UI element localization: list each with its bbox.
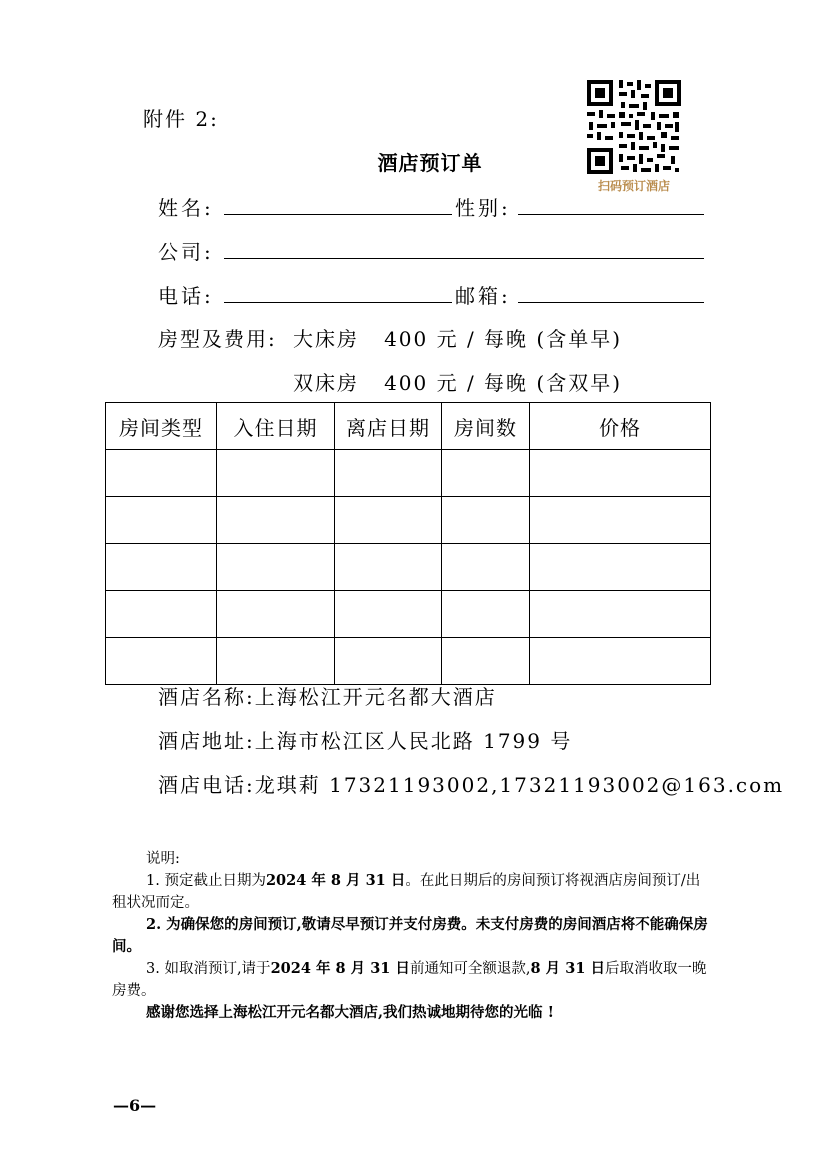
- table-cell[interactable]: [217, 544, 335, 591]
- phone-field[interactable]: [224, 302, 452, 303]
- table-cell[interactable]: [335, 544, 442, 591]
- table-row: [106, 497, 711, 544]
- col-price: 价格: [530, 403, 711, 450]
- note-3: [112, 958, 712, 1002]
- note-1: [112, 870, 712, 914]
- table-cell[interactable]: [442, 638, 530, 685]
- table-cell[interactable]: [530, 497, 711, 544]
- table-cell[interactable]: [442, 450, 530, 497]
- king-room-rate: 大床房 400 元 / 每晚 (含单早): [293, 327, 623, 351]
- email-label: 邮箱:: [455, 284, 511, 308]
- notes-heading: 说明:: [146, 851, 180, 867]
- company-field[interactable]: [224, 258, 704, 259]
- table-cell[interactable]: [530, 591, 711, 638]
- table-cell[interactable]: [106, 450, 217, 497]
- note-3-text-e: 后取消收取一晚房费。: [112, 961, 707, 999]
- booking-table: [105, 402, 711, 685]
- attachment-label: 附件 2:: [143, 107, 219, 131]
- table-cell[interactable]: [530, 450, 711, 497]
- table-cell[interactable]: [335, 591, 442, 638]
- note-1-text-a: 1. 预定截止日期为: [146, 873, 266, 889]
- table-cell[interactable]: [106, 544, 217, 591]
- table-cell[interactable]: [217, 591, 335, 638]
- note-3-deadline: 2024 年 8 月 31 日: [270, 960, 410, 977]
- table-cell[interactable]: [106, 497, 217, 544]
- note-1-text-c: 。在此日期后的房间预订将视酒店房间预订/出租状况而定。: [112, 873, 701, 911]
- table-cell[interactable]: [442, 544, 530, 591]
- col-room-count: 房间数: [442, 403, 530, 450]
- hotel-name: 酒店名称:上海松江开元名都大酒店: [158, 685, 497, 709]
- table-cell[interactable]: [217, 497, 335, 544]
- table-cell[interactable]: [217, 450, 335, 497]
- table-cell[interactable]: [217, 638, 335, 685]
- table-cell[interactable]: [335, 450, 442, 497]
- col-check-in: 入住日期: [217, 403, 335, 450]
- table-cell[interactable]: [106, 591, 217, 638]
- table-row: [106, 544, 711, 591]
- hotel-phone: 酒店电话:龙琪莉 17321193002,17321193002@163.com: [158, 773, 785, 797]
- phone-label: 电话:: [158, 284, 214, 308]
- company-label: 公司:: [158, 240, 214, 264]
- email-field[interactable]: [518, 302, 704, 303]
- gender-label: 性别:: [455, 196, 511, 220]
- col-room-type: 房间类型: [106, 403, 217, 450]
- table-row: [106, 591, 711, 638]
- table-cell[interactable]: [442, 591, 530, 638]
- table-cell[interactable]: [530, 638, 711, 685]
- note-3-date: 8 月 31 日: [530, 960, 605, 977]
- notes-section: [112, 848, 712, 1024]
- table-cell[interactable]: [335, 497, 442, 544]
- name-label: 姓名:: [158, 196, 214, 220]
- room-fees-label: 房型及费用:: [158, 327, 277, 351]
- note-3-text-a: 3. 如取消预订,请于: [146, 961, 271, 977]
- twin-room-rate: 双床房 400 元 / 每晚 (含双早): [293, 371, 623, 395]
- table-cell[interactable]: [530, 544, 711, 591]
- note-2: 2. 为确保您的房间预订,敬请尽早预订并支付房费。未支付房费的房间酒店将不能确保房间。: [112, 916, 708, 955]
- col-check-out: 离店日期: [335, 403, 442, 450]
- table-cell[interactable]: [442, 497, 530, 544]
- table-row: [106, 450, 711, 497]
- qr-code-icon[interactable]: [585, 78, 683, 176]
- gender-field[interactable]: [518, 214, 704, 215]
- qr-caption: 扫码预订酒店: [597, 179, 670, 193]
- table-row: [106, 638, 711, 685]
- table-cell[interactable]: [335, 638, 442, 685]
- name-field[interactable]: [224, 214, 452, 215]
- table-cell[interactable]: [106, 638, 217, 685]
- page-number: —6—: [113, 1096, 157, 1115]
- hotel-address: 酒店地址:上海市松江区人民北路 1799 号: [158, 729, 573, 753]
- page-title: 酒店预订单: [377, 151, 483, 175]
- thanks-line: 感谢您选择上海松江开元名都大酒店,我们热诚地期待您的光临 !: [146, 1004, 554, 1021]
- note-3-text-c: 前通知可全额退款,: [409, 961, 531, 977]
- table-header-row: [106, 403, 711, 450]
- note-1-deadline: 2024 年 8 月 31 日: [265, 872, 406, 889]
